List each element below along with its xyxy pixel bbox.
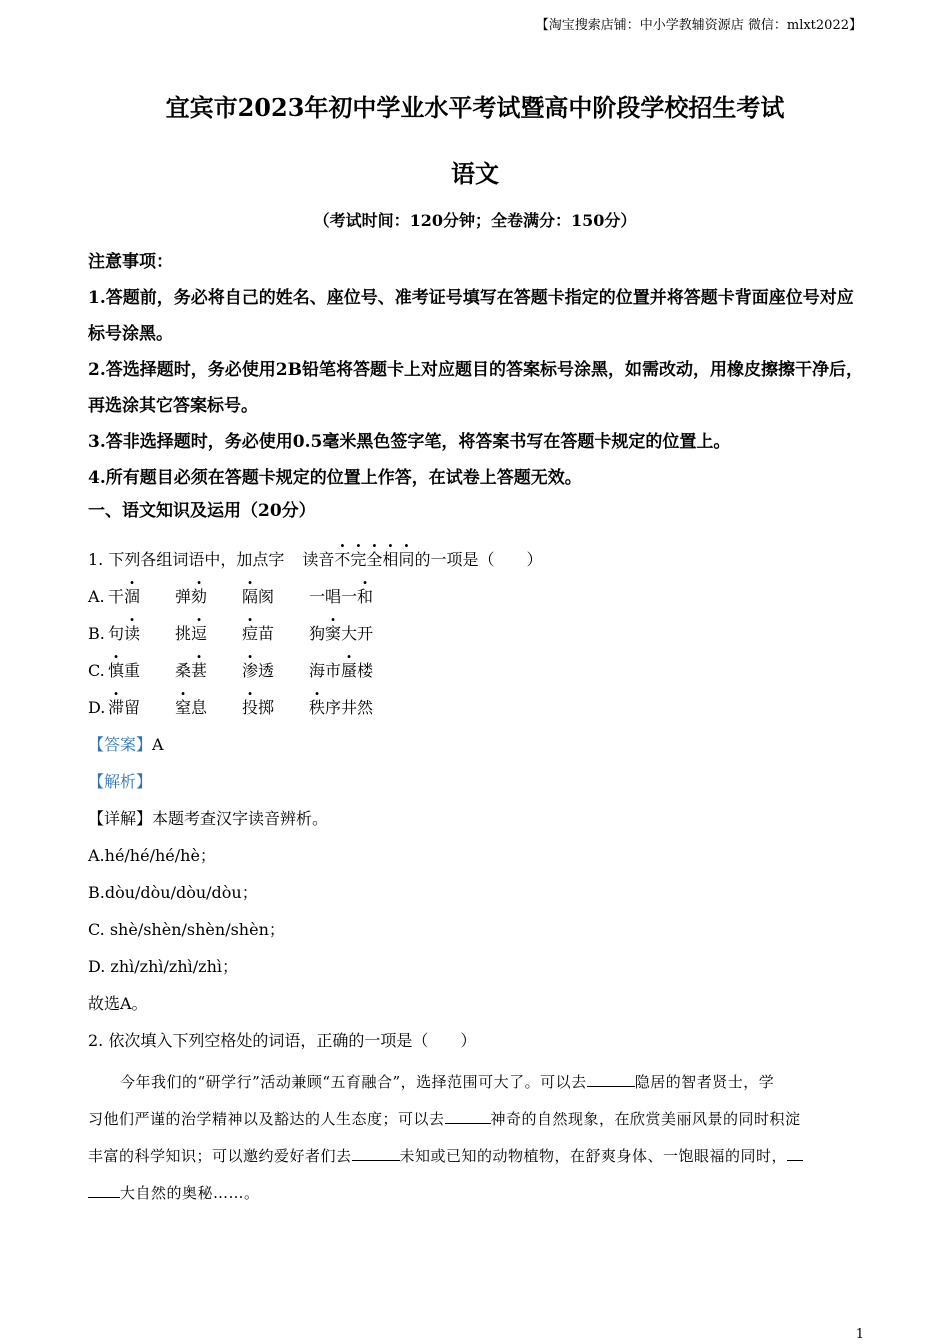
dotted-char: 和: [357, 587, 374, 606]
dotted-char: 秩: [309, 698, 326, 717]
option-word: 一唱一和: [309, 583, 376, 620]
dotted-char: 逗: [191, 624, 208, 643]
question-2-stem: 2. 依次填入下列空格处的词语，正确的一项是（ ）: [88, 1031, 477, 1050]
option-word: 狗窦大开: [309, 620, 376, 657]
section-heading: 一、语文知识及运用（20分）: [88, 501, 316, 521]
question-2-passage: 今年我们的“研学行”活动兼顾“五育融合”，选择范围可大了。可以去 隐居的智者贤士，学 习他们严谨的治学精神以及豁达的人生态度；可以去 神奇的自然现象，在欣赏美丽风景的同时积淀 丰富的科学知识；可以邀约爱好者们去 未知或已知的动物植物，在舒爽身体、一饱眼福的同时， 大自然的奥秘……。: [88, 1064, 868, 1212]
analysis-line: [88, 768, 868, 805]
question-1-stem: 1. 下列各组词语中，加点字 读音不完全相同的一项是（ ）: [88, 546, 868, 583]
dotted-char: 葚: [191, 661, 208, 680]
exam-subject: 语文: [451, 159, 499, 188]
dotted-char: 隔: [242, 587, 259, 606]
dotted-char: 投: [242, 698, 259, 717]
option-word: 渗透: [242, 657, 309, 694]
notes-item: 2.答选择题时，务必使用2B铅笔将答题卡上对应题目的答案标号涂黑，如需改动，用橡皮擦擦干净后，再选涂其它答案标号。: [88, 360, 863, 416]
dotted-char: 窦: [325, 624, 342, 643]
question-1-options: [88, 583, 868, 731]
option-word: 句读: [108, 620, 175, 657]
explanation-line: A.hé/hé/hé/hè；: [88, 846, 216, 865]
notes-section: [88, 244, 868, 496]
conclusion-line: 故选A。: [88, 994, 148, 1013]
option-row: [88, 694, 868, 731]
option-word: 隔阂: [242, 583, 309, 620]
header-watermark: 【淘宝搜索店铺：中小学教辅资源店 微信：mlxt2022】: [535, 18, 862, 33]
dotted-char: 全: [366, 550, 383, 569]
dotted-char: 渗: [242, 661, 259, 680]
analysis-tag: 【解析】: [88, 772, 153, 791]
option-word: 滞留: [108, 694, 175, 731]
exam-title: 宜宾市2023年初中学业水平考试暨高中阶段学校招生考试: [165, 93, 785, 122]
fill-blank: [787, 1144, 803, 1161]
notes-heading: 注意事项：: [88, 252, 173, 272]
notes-item: 1.答题前，务必将自己的姓名、座位号、准考证号填写在答题卡指定的位置并将答题卡背面座位号对应标号涂黑。: [88, 288, 854, 344]
option-word: 慎重: [108, 657, 175, 694]
option-word: 挑逗: [175, 620, 242, 657]
option-word: 弹劾: [175, 583, 242, 620]
explanation-line: D. zhì/zhì/zhì/zhì；: [88, 957, 239, 976]
option-label: C.: [88, 661, 105, 680]
option-row: [88, 657, 868, 694]
dotted-char: 滞: [108, 698, 125, 717]
option-word: 投掷: [242, 694, 309, 731]
explanation-line: B.dòu/dòu/dòu/dòu；: [88, 883, 258, 902]
exam-time-info: （考试时间：120分钟；全卷满分：150分）: [313, 211, 637, 230]
fill-blank: [88, 1181, 120, 1198]
explanation-line: C. shè/shèn/shèn/shèn；: [88, 920, 285, 939]
option-word: 秩序井然: [309, 694, 376, 731]
notes-item: 3.答非选择题时，务必使用0.5毫米黑色签字笔，将答案书写在答题卡规定的位置上。: [88, 432, 731, 452]
dotted-char: 慎: [108, 661, 125, 680]
dotted-char: 痘: [242, 624, 259, 643]
fill-blank: [587, 1070, 635, 1087]
dotted-char: 窒: [175, 698, 192, 717]
option-word: 海市蜃楼: [309, 657, 376, 694]
option-word: 痘苗: [242, 620, 309, 657]
dotted-char: 涸: [124, 587, 141, 606]
detail-line: 【详解】本题考查汉字读音辨析。: [88, 809, 329, 828]
dotted-char: 完: [350, 550, 367, 569]
dotted-char: 蜃: [341, 661, 358, 680]
fill-blank: [445, 1107, 491, 1124]
dotted-char: 读: [124, 624, 141, 643]
option-label: A.: [88, 587, 105, 606]
dotted-char: 相: [382, 550, 399, 569]
answer-line: [88, 731, 868, 768]
dotted-char: 劾: [191, 587, 208, 606]
dotted-char: 不: [334, 550, 351, 569]
dotted-char: 同: [398, 550, 415, 569]
notes-item: 4.所有题目必须在答题卡规定的位置上作答，在试卷上答题无效。: [88, 468, 582, 488]
dotted-emphasis: [334, 550, 414, 569]
option-word: 窒息: [175, 694, 242, 731]
option-label: D.: [88, 698, 106, 717]
answer-tag: 【答案】: [88, 735, 153, 754]
option-word: 干涸: [108, 583, 175, 620]
option-word: 桑葚: [175, 657, 242, 694]
questions-area: [88, 546, 868, 1212]
fill-blank: [352, 1144, 400, 1161]
answer-value: A: [152, 735, 164, 754]
page-number: 1: [855, 1327, 864, 1342]
option-label: B.: [88, 624, 105, 643]
